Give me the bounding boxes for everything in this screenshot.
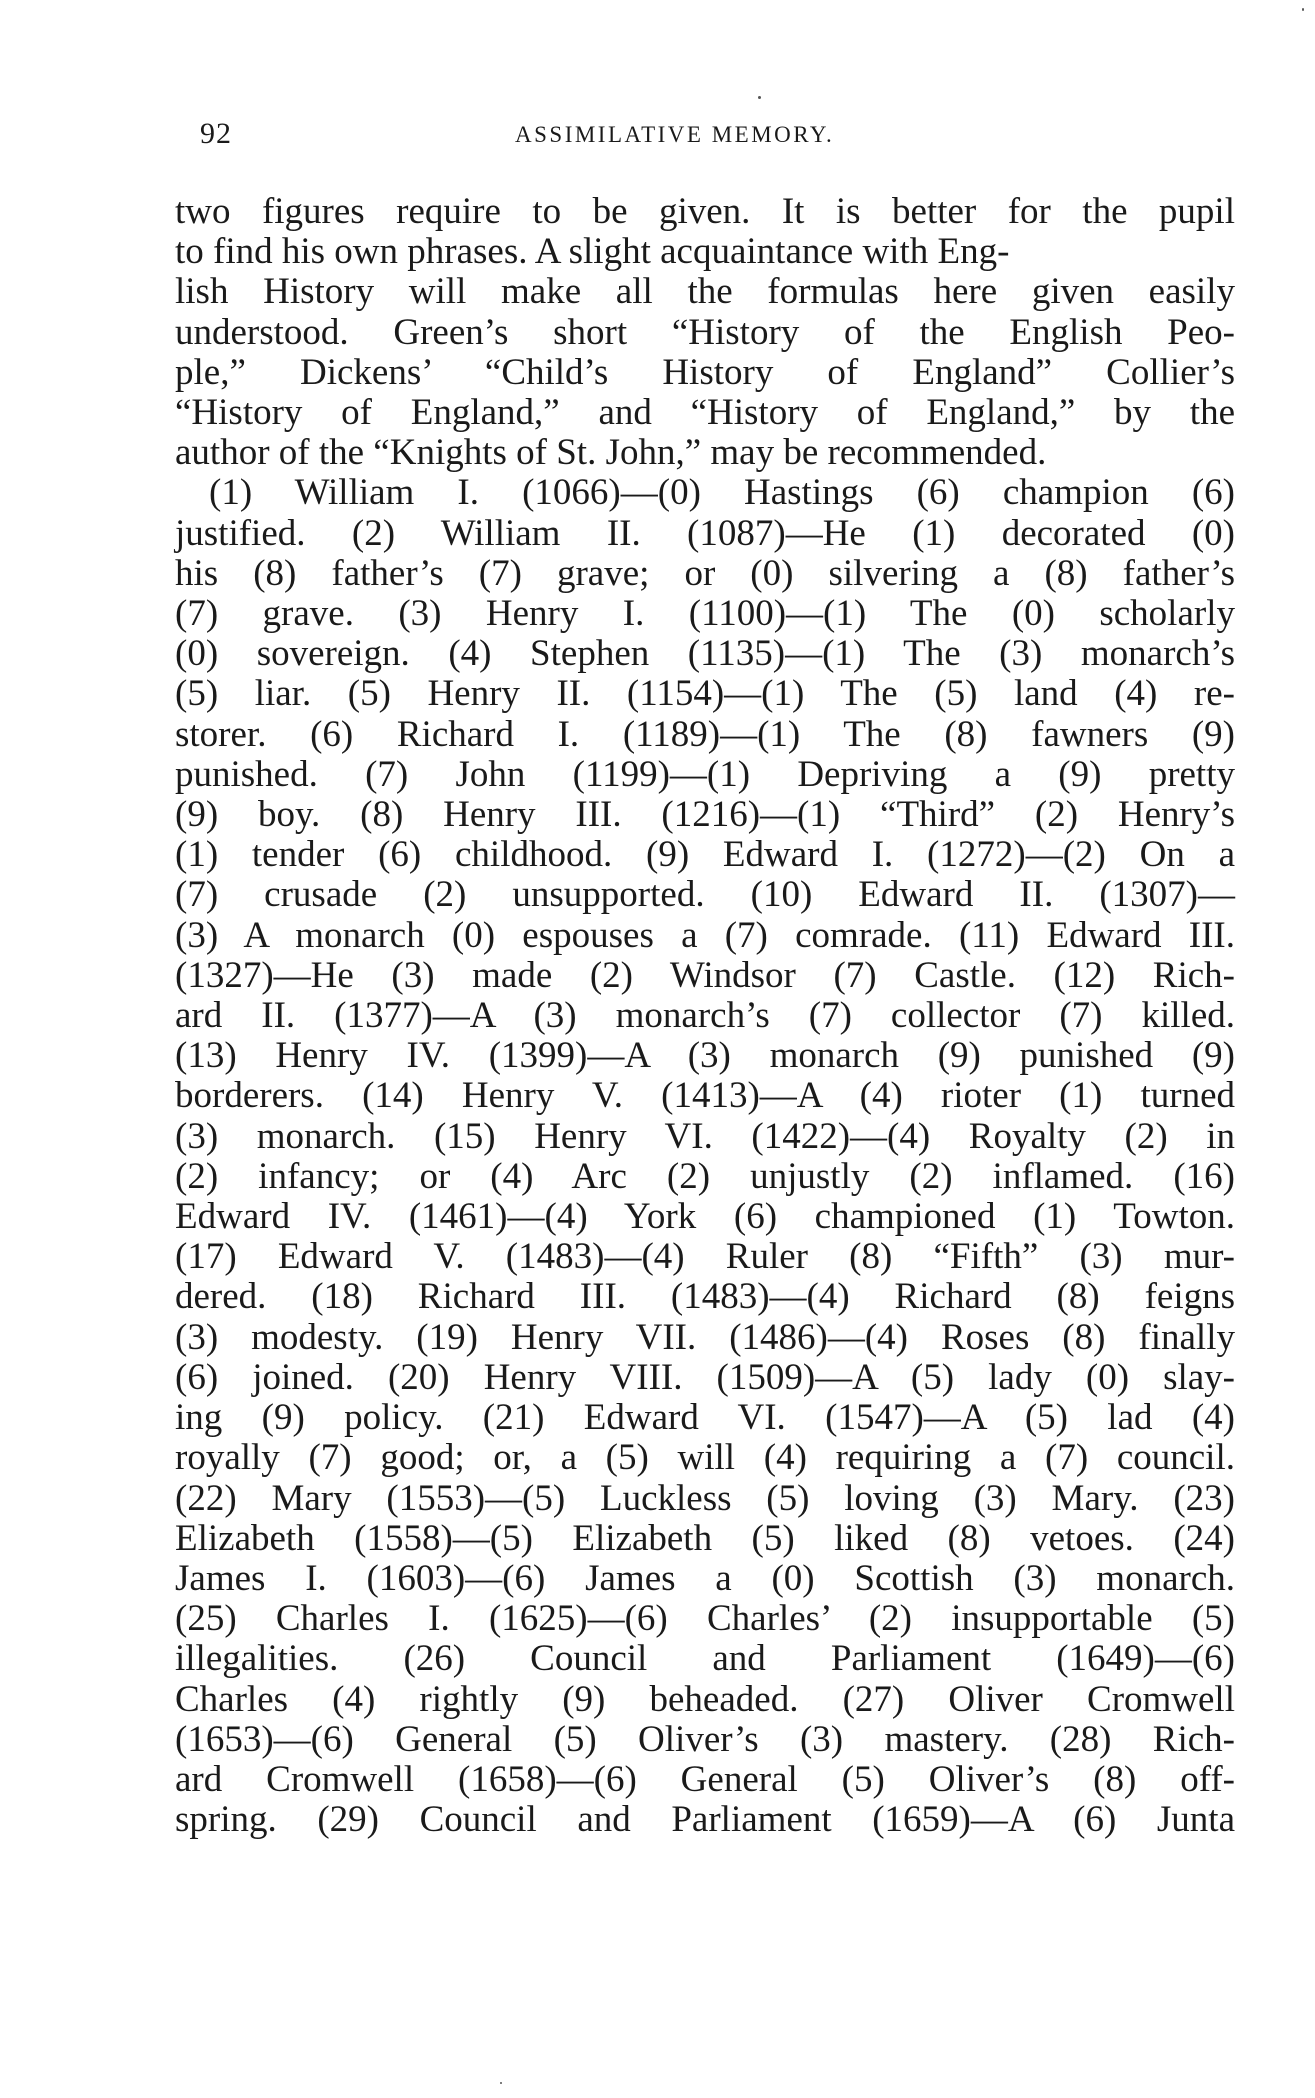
running-head: ASSIMILATIVE MEMORY. — [515, 122, 835, 147]
page-speck — [500, 2082, 502, 2084]
text-line: (1) William I. (1066)—(0) Hastings (6) champion (6) — [209, 472, 1235, 514]
text-line: (6) joined. (20) Henry VIII. (1509)—A (5) lady (0) slay- — [175, 1356, 1235, 1398]
text-line: (17) Edward V. (1483)—(4) Ruler (8) “Fifth” (3) mur- — [175, 1236, 1235, 1278]
text-line: ard II. (1377)—A (3) monarch’s (7) collector (7) killed. — [175, 995, 1235, 1037]
text-line: (3) modesty. (19) Henry VII. (1486)—(4) Roses (8) finally — [175, 1316, 1235, 1358]
text-line: illegalities. (26) Council and Parliament (1649)—(6) — [175, 1638, 1235, 1680]
text-line: ple,” Dickens’ “Child’s History of England” Collier’s — [175, 351, 1235, 393]
text-line: (1) tender (6) childhood. (9) Edward I. (1272)—(2) On a — [175, 834, 1235, 876]
text-line: lish History will make all the formulas here given easily — [175, 271, 1235, 313]
text-line: (1327)—He (3) made (2) Windsor (7) Castle. (12) Rich- — [175, 954, 1235, 996]
body-text — [175, 192, 1235, 1840]
text-line: (25) Charles I. (1625)—(6) Charles’ (2) insupportable (5) — [175, 1598, 1235, 1640]
text-line: to find his own phrases. A slight acquaintance with Eng- — [175, 231, 1010, 273]
text-line: spring. (29) Council and Parliament (1659)—A (6) Junta — [175, 1799, 1235, 1841]
text-line: ing (9) policy. (21) Edward VI. (1547)—A (5) lad (4) — [175, 1397, 1235, 1439]
page-speck — [758, 96, 761, 99]
text-line: “History of England,” and “History of England,” by the — [175, 392, 1235, 434]
text-line: borderers. (14) Henry V. (1413)—A (4) rioter (1) turned — [175, 1075, 1235, 1117]
text-line: (0) sovereign. (4) Stephen (1135)—(1) The (3) monarch’s — [175, 633, 1235, 675]
text-line: (7) crusade (2) unsupported. (10) Edward II. (1307)— — [175, 874, 1235, 916]
text-line: Charles (4) rightly (9) beheaded. (27) Oliver Cromwell — [175, 1678, 1235, 1720]
page-speck — [1302, 8, 1304, 11]
text-line: (3) A monarch (0) espouses a (7) comrade. (11) Edward III. — [175, 914, 1235, 956]
text-line: ard Cromwell (1658)—(6) General (5) Oliver’s (8) off- — [175, 1758, 1235, 1800]
text-line: dered. (18) Richard III. (1483)—(4) Richard (8) feigns — [175, 1276, 1235, 1318]
text-line: his (8) father’s (7) grave; or (0) silvering a (8) father’s — [175, 552, 1235, 594]
text-line: (22) Mary (1553)—(5) Luckless (5) loving (3) Mary. (23) — [175, 1477, 1235, 1519]
text-line: Edward IV. (1461)—(4) York (6) championed (1) Towton. — [175, 1196, 1235, 1238]
text-line: royally (7) good; or, a (5) will (4) requiring a (7) council. — [175, 1437, 1235, 1479]
text-line: author of the “Knights of St. John,” may be recommended. — [175, 432, 1047, 474]
text-line: (1653)—(6) General (5) Oliver’s (3) mastery. (28) Rich- — [175, 1718, 1235, 1760]
text-line: (7) grave. (3) Henry I. (1100)—(1) The (0) scholarly — [175, 593, 1235, 635]
text-line: James I. (1603)—(6) James a (0) Scottish (3) monarch. — [175, 1557, 1235, 1599]
text-line: storer. (6) Richard I. (1189)—(1) The (8) fawners (9) — [175, 713, 1235, 755]
text-line: two figures require to be given. It is better for the pupil — [175, 191, 1235, 232]
text-line: (2) infancy; or (4) Arc (2) unjustly (2) inflamed. (16) — [175, 1155, 1235, 1197]
text-line: (9) boy. (8) Henry III. (1216)—(1) “Third” (2) Henry’s — [175, 794, 1235, 836]
text-line: justified. (2) William II. (1087)—He (1) decorated (0) — [175, 512, 1235, 554]
text-line: punished. (7) John (1199)—(1) Depriving a (9) pretty — [175, 753, 1235, 795]
text-line: (13) Henry IV. (1399)—A (3) monarch (9) punished (9) — [175, 1035, 1235, 1077]
text-line: (3) monarch. (15) Henry VI. (1422)—(4) Royalty (2) in — [175, 1115, 1235, 1157]
text-line: understood. Green’s short “History of the English Peo- — [175, 311, 1235, 353]
text-line: (5) liar. (5) Henry II. (1154)—(1) The (5) land (4) re- — [175, 673, 1235, 715]
page-number: 92 — [200, 117, 232, 150]
text-line: Elizabeth (1558)—(5) Elizabeth (5) liked (8) vetoes. (24) — [175, 1517, 1235, 1559]
